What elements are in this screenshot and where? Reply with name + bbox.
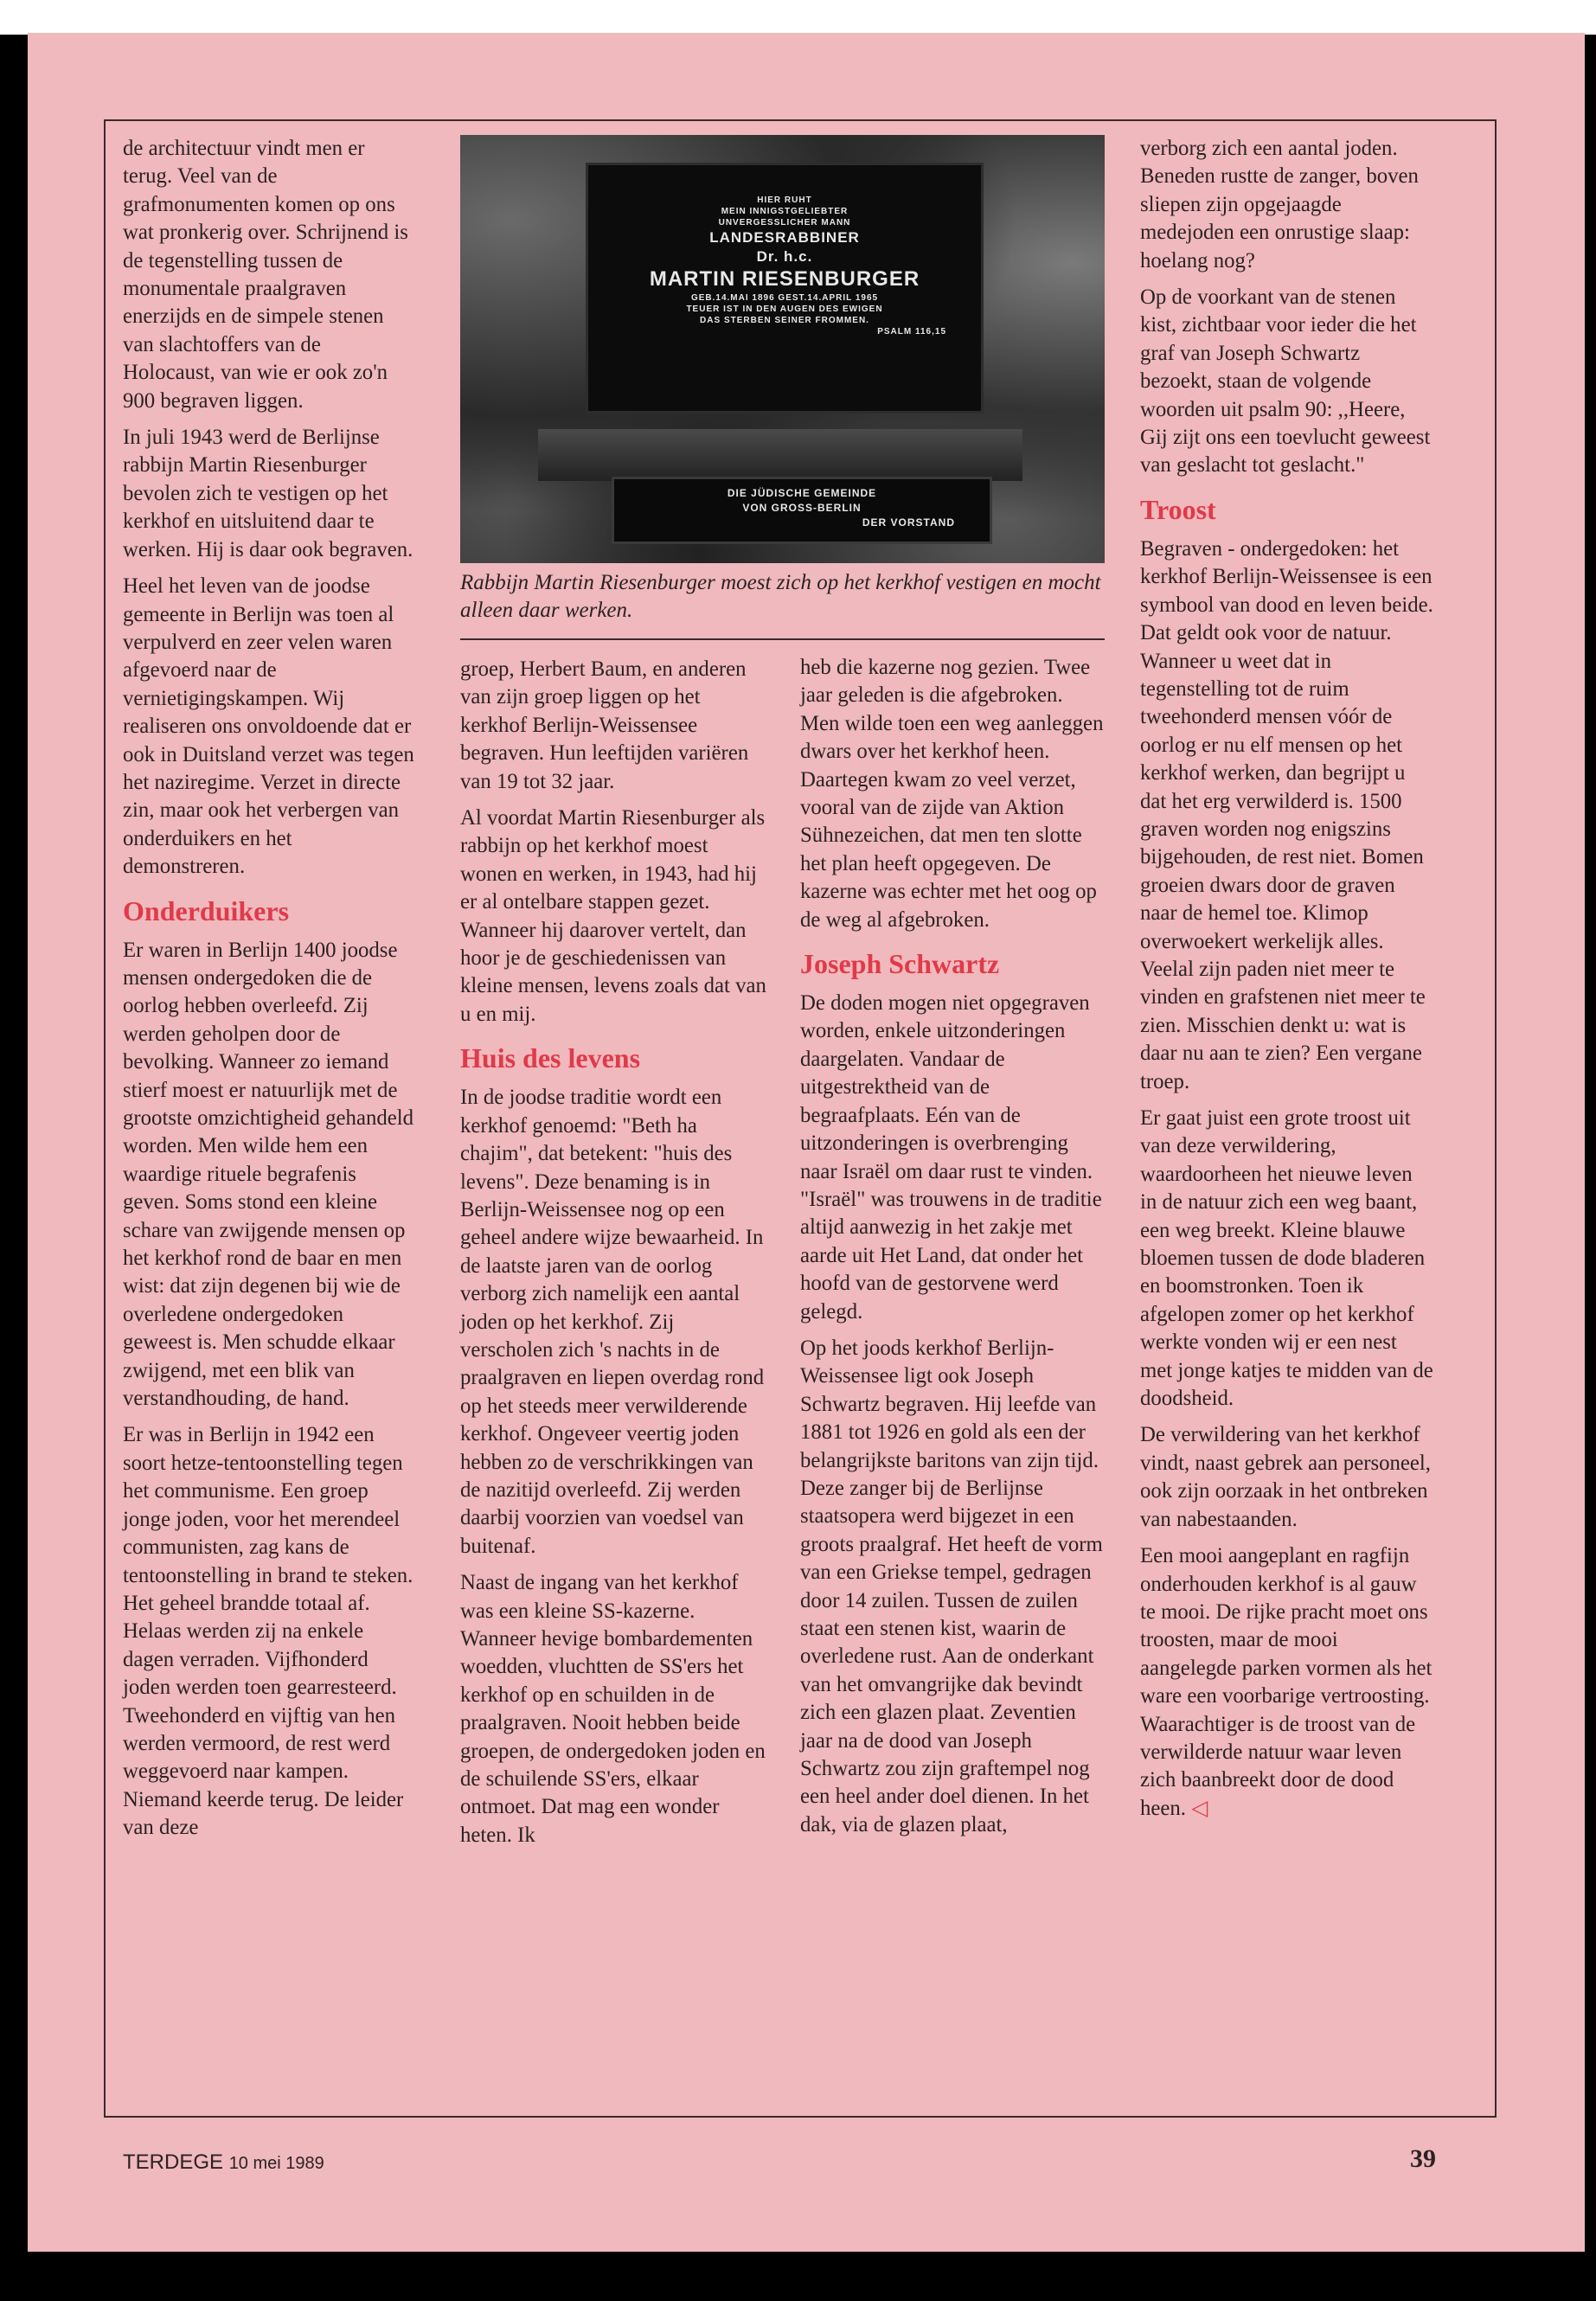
paragraph: groep, Herbert Baum, en anderen van zijn groep liggen op het kerkhof Berlijn-Weissensee begraven. Hun leeftijden variëren van 19 tot 32 jaar.	[460, 657, 749, 793]
paragraph: Er waren in Berlijn 1400 joodse mensen ondergedoken die de oorlog hebben overleefd. Zij werden geholpen door de bevolking. Wanneer zo iemand stierf moest er natuurlijk met de grootste omzichtigheid gehandeld worden. Men wilde hem een waardige rituele begrafenis geven. Soms stond een kleine schare van zwijgende mensen op het kerkhof rond de baar en men wist: dat zijn degenen bij wie de overledene ondergedoken geweest is. Men schudde elkaar zwijgend, met een blik van verstandhouding, de hand.	[123, 938, 414, 1411]
section-heading: Onderduikers	[123, 894, 290, 926]
paragraph: Al voordat Martin Riesenburger als rabbijn op het kerkhof moest wonen en werken, in 1943, had hij er al ontelbare stappen gezet. Wanneer hij daarover vertelt, dan hoor je de geschiedenissen van kleine mensen, levens zoals dat van u en mij.	[460, 806, 766, 1026]
paragraph: verborg zich een aantal joden. Beneden rustte de zanger, boven sliepen zijn opgejaagde medejoden een onrustige slaap: hoelang nog?	[1140, 137, 1419, 272]
paragraph: Op het joods kerkhof Berlijn-Weissensee ligt ook Joseph Schwartz begraven. Hij leefde van 1881 tot 1926 en gold als een der belangrijkste baritons van zijn tijd. Deze zanger bij de Berlijnse staatsopera werd bijgezet in een groots praalgraf. Het heeft de vorm van een Griekse tempel, gedragen door 14 zuilen. Tussen de zuilen staat een stenen kist, waarin de overledene rust. Aan de onderkant van het omvangrijke dak bevindt zich een glazen plaat. Zeventien jaar na de dood van Joseph Schwartz zou zijn graftempel nog een heel ander doel dienen. In het dak, via de glazen plaat,	[800, 1336, 1103, 1836]
plaque-line: DER VORSTAND	[862, 516, 955, 529]
paragraph: de architectuur vindt men er terug. Veel van de grafmonumenten komen op ons wat pronkerig over. Schrijnend is de tegenstelling tussen de monumentale praalgraven enerzijds en de simpele stenen van slachtoffers van de Holocaust, van wie er ook zo'n 900 begraven liggen.	[123, 137, 408, 413]
plaque-line: VON GROSS-BERLIN	[742, 502, 862, 514]
stone-line: PSALM 116,15	[877, 327, 946, 336]
paragraph: Begraven - ondergedoken: het kerkhof Berlijn-Weissensee is een symbool van dood en leven beide. Dat geldt ook voor de natuur. Wanneer u weet dat in tegenstelling tot de ruim tweehonderd mensen vóór de oorlog er nu elf mensen op het kerkhof werken, dan begrijpt u dat het erg verwilderd is. 1500 graven worden nog enigszins bijgehouden, de rest niet. Bomen groeien dwars door de graven naar de hemel toe. Klimop overwoekert werkelijk alles. Veelal zijn paden niet meer te vinden en grafstenen niet meer te zien. Misschien denkt u: wat is daar nu aan te zien? Een vergane troep.	[1140, 536, 1433, 1093]
stone-line-name: MARTIN RIESENBURGER	[649, 267, 920, 291]
section-heading: Troost	[1140, 493, 1216, 525]
stone-line: LANDESRABBINER	[709, 229, 860, 246]
column-2	[460, 656, 767, 1858]
stone-line: HIER RUHT	[757, 195, 812, 205]
paragraph: Heel het leven van de joodse gemeente in Berlijn was toen al verpulverd en zeer velen waren afgevoerd naar de vernietigingskampen. Wij realiseren ons onvoldoende dat er ook in Duitsland verzet was tegen het naziregime. Verzet in directe zin, maar ook het verbergen van onderduikers en het demonstreren.	[123, 574, 414, 879]
section-heading: Huis des levens	[460, 1042, 641, 1074]
paragraph: De verwildering van het kerkhof vindt, naast gebrek aan personeel, ook zijn oorzaak in het ontbreken van nabestaanden.	[1140, 1423, 1432, 1531]
scan-border	[0, 0, 1596, 35]
caption-divider	[460, 638, 1105, 640]
section-heading: Joseph Schwartz	[800, 948, 1000, 980]
paragraph: Er gaat juist een grote troost uit van deze verwildering, waardoorheen het nieuwe leven in de natuur zich een weg baant, een weg breekt. Kleine blauwe bloemen tussen de dode bladeren en boomstronken. Toen ik afgelopen zomer op het kerkhof werkte vonden wij er een nest met jonge katjes te midden van de doodsheid.	[1140, 1106, 1433, 1411]
gravestone	[586, 163, 984, 413]
magazine-page	[28, 33, 1585, 2252]
stone-line: Dr. h.c.	[756, 248, 813, 265]
paragraph: In juli 1943 werd de Berlijnse rabbijn Martin Riesenburger bevolen zich te vestigen op het kerkhof en uitsluitend daar te werken. Hij is daar ook begraven.	[123, 426, 413, 561]
paragraph: In de joodse traditie wordt een kerkhof genoemd: "Beth ha chajim", dat betekent: "huis des levens". Deze benaming is in Berlijn-Weissensee nog op een geheel andere wijze bewaarheid. In de laatste jaren van de oorlog verborg zich namelijk een aantal joden op het kerkhof. Zij verscholen zich 's nachts in de praalgraven en liepen overdag rond op het steeds meer verwilderende kerkhof. Ongeveer veertig joden hebben zo de verschrikkingen van de nazitijd overleefd. Zij werden daarbij voorzien van voedsel van buitenaf.	[460, 1086, 765, 1558]
stone-line: TEUER IST IN DEN AUGEN DES EWIGEN	[686, 304, 883, 314]
photo-stone-ledge	[538, 429, 1022, 481]
column-1	[123, 135, 417, 1851]
end-mark-icon: ◁	[1186, 1796, 1208, 1820]
page-number: 39	[1410, 2144, 1436, 2173]
column-3	[800, 654, 1107, 1848]
photo-caption: Rabbijn Martin Riesenburger moest zich op het kerkhof vestigen en mocht alleen daar werken.	[460, 571, 1101, 622]
paragraph: Er was in Berlijn in 1942 een soort hetze-tentoonstelling tegen het communisme. Een groep jonge joden, voor het merendeel communisten, zag kans de tentoonstelling in brand te steken. Het geheel brandde totaal af. Helaas werden zij na enkele dagen verraden. Vijfhonderd joden werden toen gearresteerd. Tweehonderd en vijftig van hen werden vermoord, de rest werd weggevoerd naar kampen. Niemand keerde terug. De leider van deze	[123, 1423, 413, 1840]
stone-line: UNVERGESSLICHER MANN	[718, 218, 851, 228]
paragraph: De doden mogen niet opgegraven worden, enkele uitzonderingen daargelaten. Vandaar de uitgestrektheid van de begraafplaats. Eén van de uitzonderingen is overbrenging naar Israël om daar rust te vinden. "Israël" was trouwens in de traditie altijd aanwezig in het zakje met aarde uit Het Land, dat onder het hoofd van de gestorvene werd gelegd.	[800, 991, 1102, 1324]
stone-line: MEIN INNIGSTGELIEBTER	[721, 207, 849, 216]
paragraph: Op de voorkant van de stenen kist, zichtbaar voor ieder die het graf van Joseph Schwartz bezoekt, staan de volgende woorden uit psalm 90: ,,Heere, Gij zijt ons een toevlucht geweest van geslacht tot geslacht."	[1140, 285, 1431, 478]
stone-line: GEB.14.MAI 1896 GEST.14.APRIL 1965	[690, 293, 879, 303]
issue-date: 10 mei 1989	[228, 2154, 324, 2173]
paragraph: Een mooi aangeplant en ragfijn onderhouden kerkhof is al gauw te mooi. De rijke pracht moet ons troosten, maar de mooi aangelegde parken vormen als het ware een voorbarige vertroosting. Waarachtiger is de troost van de verwilderde natuur waar leven zich baanbreekt door de dood heen. ◁	[1140, 1544, 1433, 1820]
community-plaque	[612, 477, 992, 544]
footer-publication	[123, 2150, 324, 2175]
paragraph: heb die kazerne nog gezien. Twee jaar geleden is die afgebroken. Men wilde toen een weg aanleggen dwars over het kerkhof heen. Daartegen kwam zo veel verzet, vooral van de zijde van Aktion Sühnezeichen, dat men ten slotte het plan heeft opgegeven. De kazerne was echter met het oog op de weg al afgebroken.	[800, 656, 1104, 932]
gravestone-photo	[460, 135, 1105, 563]
paragraph: Naast de ingang van het kerkhof was een kleine SS-kazerne. Wanneer hevige bombardementen woedden, vluchtten de SS'ers het kerkhof op en schuilden in de praalgraven. Nooit hebben beide groepen, de ondergedoken joden en de schuilende SS'ers, elkaar ontmoet. Dat mag een wonder heten. Ik	[460, 1571, 766, 1847]
magazine-name: TERDEGE	[123, 2150, 224, 2174]
stone-line: DAS STERBEN SEINER FROMMEN.	[700, 316, 869, 325]
column-4	[1140, 135, 1434, 1831]
plaque-line: DIE JÜDISCHE GEMEINDE	[727, 487, 877, 499]
